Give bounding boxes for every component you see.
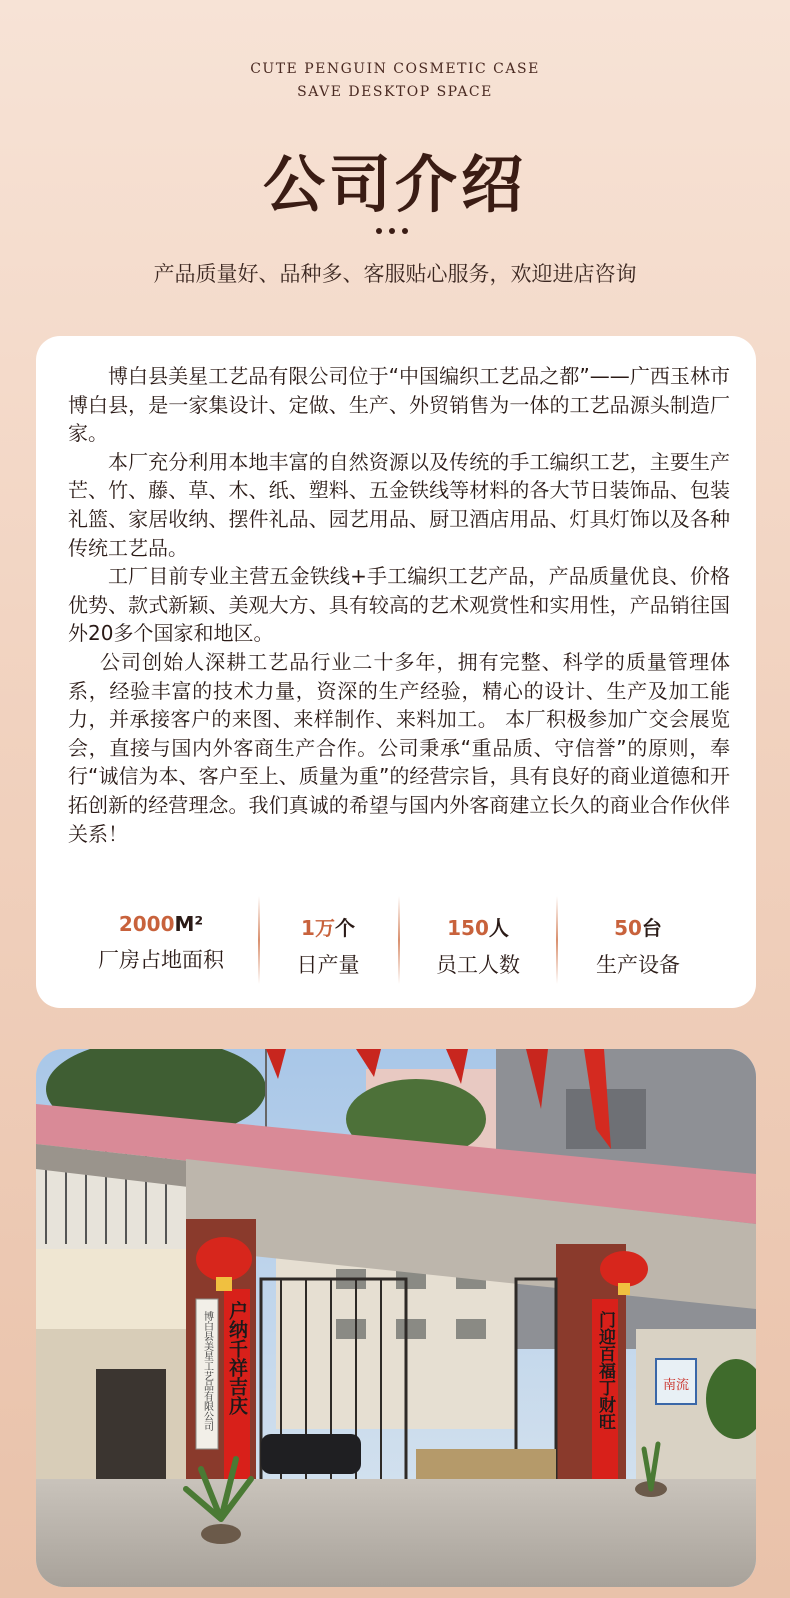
intro-card — [36, 336, 756, 1008]
stat-label: 员工人数 — [436, 953, 520, 977]
title-dots — [376, 228, 408, 234]
left-couplet-text: 户纳千祥吉庆 — [226, 1301, 248, 1415]
intro-text — [68, 362, 730, 848]
plaque-text: 博白县美星工艺品有限公司 — [201, 1311, 213, 1431]
stat-label: 厂房占地面积 — [98, 948, 224, 972]
intro-paragraph: 本厂充分利用本地丰富的自然资源以及传统的手工编织工艺，主要生产芒、竹、藤、草、木、纸、塑料、五金铁线等材料的各大节日装饰品、包装礼篮、家居收纳、摆件礼品、园艺用品、厨卫酒店用品、灯具灯饰以及各种传统工艺品。 — [68, 449, 730, 560]
stat-value: 1万 — [301, 916, 335, 940]
page-title: 公司介绍 — [262, 148, 527, 221]
stat-value: 150 — [447, 916, 489, 940]
factory-gate-illustration — [36, 1049, 756, 1587]
eng-heading-line2: SAVE DESKTOP SPACE — [297, 84, 493, 100]
intro-paragraph: 工厂目前专业主营五金铁线+手工编织工艺产品，产品质量优良、价格优势、款式新颖、美观大方、具有较高的艺术观赏性和实用性，产品销往国外20多个国家和地区。 — [68, 564, 730, 646]
page-subtitle: 产品质量好、品种多、客服贴心服务，欢迎进店咨询 — [153, 262, 637, 286]
stat-label: 日产量 — [296, 953, 360, 977]
stat-equipment — [558, 892, 718, 992]
stat-employees — [400, 892, 556, 992]
gate-sign-text: 南流 — [662, 1378, 690, 1393]
stat-unit: M² — [174, 912, 204, 936]
stat-factory-area — [66, 892, 256, 992]
factory-gate-photo — [36, 1049, 756, 1587]
stat-label: 生产设备 — [596, 953, 680, 977]
stat-daily-output — [260, 892, 396, 992]
intro-paragraph: 博白县美星工艺品有限公司位于“中国编织工艺品之都”——广西玉林市博白县，是一家集设计、定做、生产、外贸销售为一体的工艺品源头制造厂家。 — [68, 364, 730, 446]
eng-heading-line1: CUTE PENGUIN COSMETIC CASE — [250, 61, 540, 77]
stat-unit: 台 — [641, 916, 662, 940]
intro-paragraph: 公司创始人深耕工艺品行业二十多年，拥有完整、科学的质量管理体系，经验丰富的技术力量，资深的生产经验，精心的设计、生产及加工能力，并承接客户的来图、来样制作、来料加工。 本厂积极参加广交会展览会，直接与国内外客商生产合作。公司秉承“重品质、守信誉”的原则，奉行“诚信为本、客户至上、质量为重”的经营宗旨，具有良好的商业道德和开拓创新的经营理念。我们真诚的希望与国内外客商建立长久的商业合作伙伴关系！ — [68, 649, 730, 846]
stat-value: 50 — [614, 916, 642, 940]
stat-unit: 个 — [334, 916, 355, 940]
stats-row — [36, 892, 756, 992]
stat-value: 2000 — [118, 912, 175, 936]
right-couplet-text: 门迎百福丁财旺 — [595, 1311, 615, 1430]
stat-unit: 人 — [488, 916, 509, 940]
